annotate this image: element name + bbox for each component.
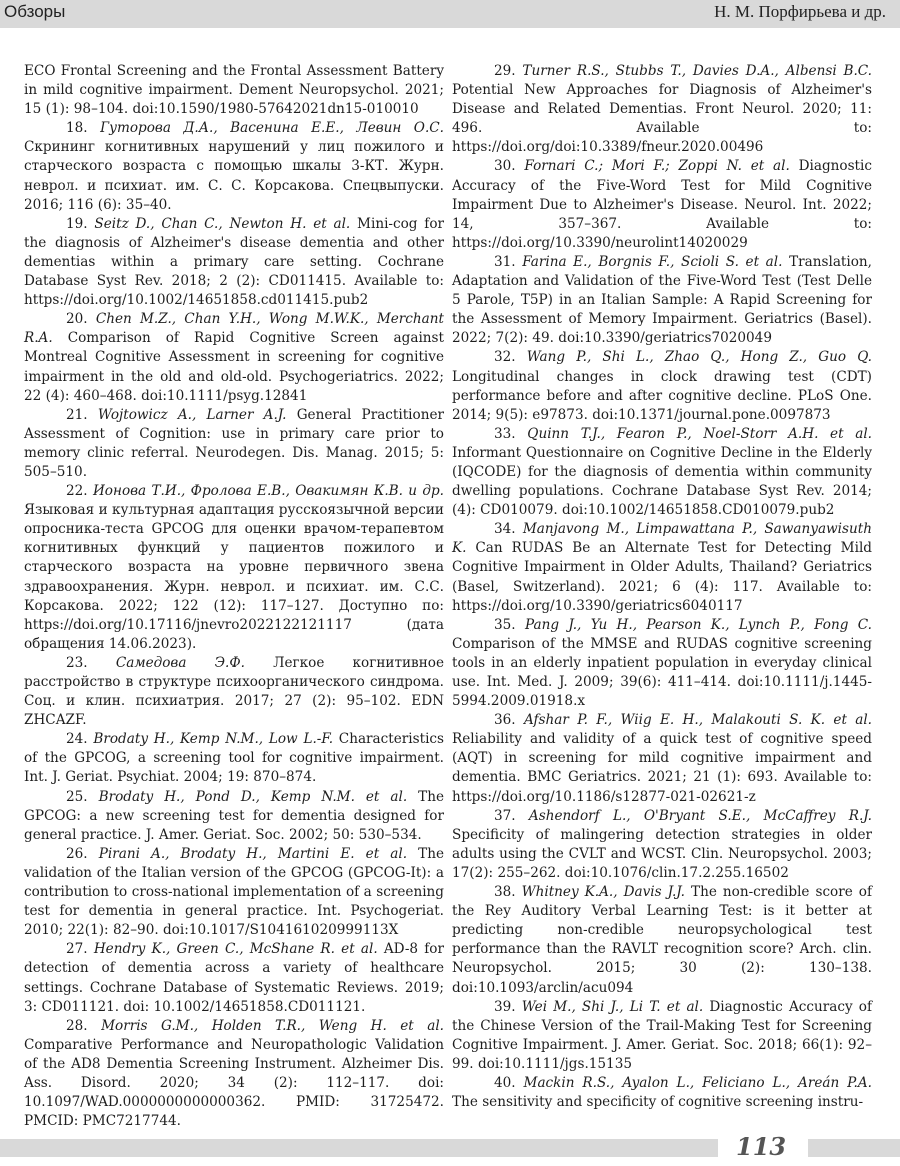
reference-text: Легкое когнитивное расстройство в структуре психоорганического синдрома. Соц. и клин. психиатрия. 2017; 27 (2): 95–102. EDN ZHCAZF. (24, 654, 444, 729)
reference-authors: Brodaty H., Kemp N.M., Low L.-F. (93, 731, 334, 748)
reference-text: Specificity of malingering detection strategies in older adults using the CVLT and WCST. Clin. Neuropsychol. 2003; 17(2): 255–262. doi:10.1076/clin.17.2.255.16502 (452, 826, 872, 881)
running-authors: Н. М. Порфирьева и др. (714, 2, 886, 21)
reference-entry (24, 310, 444, 405)
reference-number: 27. (66, 941, 88, 958)
reference-authors: Wojtowicz A., Larner A.J. (97, 406, 287, 423)
reference-text: The non-credible score of the Rey Auditory Verbal Learning Test: is it better at predicting non-credible neuropsychological test performance than the RAVLT recognition score? Arch. clin. Neuropsychol. 2015; 30 (2): 130–138. doi:10.1093/arclin/acu094 (452, 884, 872, 996)
reference-column-left (24, 62, 444, 1131)
reference-authors: Morris G.M., Holden T.R., Weng H. et al. (101, 1017, 444, 1034)
reference-authors: Pang J., Yu H., Pearson K., Lynch P., Fong C. (524, 616, 872, 633)
reference-entry (24, 654, 444, 730)
reference-number: 18. (66, 120, 88, 137)
reference-number: 26. (66, 845, 88, 862)
reference-text: Comparison of the MMSE and RUDAS cognitive screening tools in an elderly inpatient population in everyday clinical use. Int. Med. J. 2009; 39(6): 411–414. doi:10.1111/j.1445-5994.2009.01918.x (452, 635, 872, 710)
reference-entry (452, 253, 872, 348)
reference-entry (452, 157, 872, 252)
page-number: 113 (736, 1132, 787, 1161)
reference-number: 25. (66, 788, 88, 805)
reference-entry (452, 1074, 872, 1112)
reference-authors: Wang P., Shi L., Zhao Q., Hong Z., Guo Q. (526, 349, 872, 366)
reference-number: 32. (494, 349, 516, 366)
reference-text: Языковая и культурная адаптация русскоязычной версии опросника-теста GPCOG для оценки врачом-терапевтом когнитивных функций у пациентов пожилого и старческого возраста на уровне первичного звена здравоохранения. Журн. неврол. и психиат. им. С.С. Корсакова. 2022; 122 (12): 117–127. Доступно по: https://doi.org/10.17116/jnevro2022122121117 (дата обращения 14.06.2023). (24, 502, 444, 652)
reference-entry (452, 520, 872, 615)
reference-number: 24. (66, 731, 88, 748)
reference-number: 37. (494, 807, 516, 824)
reference-number: 34. (494, 521, 516, 538)
reference-authors: Ashendorf L., O'Bryant S.E., McCaffrey R.J. (528, 807, 872, 824)
reference-entry (452, 807, 872, 883)
reference-entry (452, 883, 872, 998)
reference-authors: Farina E., Borgnis F., Scioli S. et al. (522, 253, 783, 270)
reference-entry (24, 788, 444, 845)
reference-entry (24, 845, 444, 940)
reference-entry (452, 348, 872, 424)
reference-number: 20. (66, 311, 88, 328)
reference-entry (452, 62, 872, 157)
reference-number: 36. (494, 712, 516, 729)
reference-authors: Гуторова Д.А., Васенина Е.Е., Левин О.С. (100, 120, 444, 137)
reference-entry (452, 711, 872, 806)
reference-authors: Mackin R.S., Ayalon L., Feliciano L., Areán P.A. (523, 1074, 872, 1091)
reference-number: 33. (494, 425, 516, 442)
reference-entry (24, 730, 444, 787)
reference-authors: Ионова Т.И., Фролова Е.В., Овакимян К.В. и др. (92, 483, 444, 500)
reference-text: ECO Frontal Screening and the Frontal Assessment Battery in mild cognitive impairment. Dement Neuropsychol. 2021; 15 (1): 98–104. doi:10.1590/1980-57642021dn15-010010 (24, 63, 444, 118)
reference-entry (452, 425, 872, 520)
reference-entry (452, 616, 872, 711)
reference-entry (24, 482, 444, 654)
reference-entry (24, 406, 444, 482)
reference-number: 38. (494, 884, 516, 901)
reference-text: Mini-cog for the diagnosis of Alzheimer's disease dementia and other dementias within a primary care setting. Cochrane Database Syst Rev. 2018; 2 (2): CD011415. Available to: https://doi.org/10.1002/14651858.cd011415.pub2 (24, 215, 445, 309)
reference-entry (24, 1017, 444, 1132)
reference-text: The validation of the Italian version of the GPCOG (GPCOG-It): a contribution to cross-national implementation of a screening test for dementia in general practice. Int. Psychogeriat. 2010; 22(1): 82–90. doi:10.1017/S104161020999113X (24, 845, 445, 939)
reference-text: Translation, Adaptation and Validation of the Five-Word Test (Test Delle 5 Parole, T5P) in an Italian Sample: A Rapid Screening for the Assessment of Memory Impairment. Geriatrics (Basel). 2022; 7(2): 49. doi:10.3390/geriatrics7020049 (452, 253, 873, 347)
reference-authors: Wei M., Shi J., Li T. et al. (521, 998, 704, 1015)
reference-text: Diagnostic Accuracy of the Chinese Version of the Trail-Making Test for Screening Cognitive Impairment. J. Amer. Geriat. Soc. 2018; 66(1): 92–99. doi:10.1111/jgs.15135 (452, 998, 873, 1072)
reference-number: 31. (494, 253, 516, 270)
reference-text: The GPCOG: a new screening test for dementia designed for general practice. J. Amer. Geriat. Soc. 2002; 50: 530–534. (24, 788, 445, 843)
reference-authors: Hendry K., Green C., McShane R. et al. (93, 941, 378, 958)
reference-entry (24, 215, 444, 310)
reference-text: Comparative Performance and Neuropathologic Validation of the AD8 Dementia Screening Instrument. Alzheimer Dis. Ass. Disord. 2020; 34 (2): 112–117. doi: 10.1097/WAD.0000000000000362. PMID: 31725472. PMCID: PMC7217744. (24, 1036, 444, 1130)
reference-text: Characteristics of the GPCOG, a screening tool for cognitive impairment. Int. J. Geriat. Psychiat. 2004; 19: 870–874. (24, 731, 445, 786)
reference-entry (24, 119, 444, 214)
reference-number: 39. (494, 998, 516, 1015)
reference-text: Longitudinal changes in clock drawing test (CDT) performance before and after cognitive decline. PLoS One. 2014; 9(5): e97873. doi:10.1371/journal.pone.0097873 (452, 368, 872, 423)
reference-number: 22. (66, 483, 88, 500)
reference-text: Potential New Approaches for Diagnosis of Alzheimer's Disease and Related Dementias. Front Neurol. 2020; 11: 496. Available to: https://doi.org/doi:10.3389/fneur.2020.00496 (452, 82, 872, 156)
reference-authors: Pirani A., Brodaty H., Martini E. et al. (98, 845, 408, 862)
reference-authors: Turner R.S., Stubbs T., Davies D.A., Albensi B.C. (522, 63, 872, 79)
reference-authors: Seitz D., Chan C., Newton H. et al. (94, 215, 351, 232)
reference-text: Diagnostic Accuracy of the Five-Word Test for Mild Cognitive Impairment Due to Alzheimer's Disease. Neurol. Int. 2022; 14, 357–367. Available to: https://doi.org/10.3390/neurolint14020029 (452, 158, 872, 251)
reference-entry (24, 62, 444, 119)
reference-authors: Fornari C.; Mori F.; Zoppi N. et al. (524, 158, 790, 175)
reference-number: 23. (66, 654, 88, 671)
reference-authors: Afshar P. F., Wiig E. H., Malakouti S. K. et al. (523, 712, 872, 729)
reference-number: 40. (494, 1074, 516, 1091)
reference-text: The sensitivity and specificity of cognitive screening instru- (452, 1094, 864, 1111)
reference-number: 19. (66, 215, 88, 232)
reference-column-right (452, 62, 872, 1112)
reference-authors: Brodaty H., Pond D., Kemp N.M. et al. (98, 788, 408, 805)
reference-entry (24, 940, 444, 1016)
reference-authors: Whitney K.A., Davis J.J. (521, 884, 686, 901)
reference-text: General Practitioner Assessment of Cognition: use in primary care prior to memory clinic referral. Neurodegen. Dis. Manag. 2015; 5: 505–510. (24, 406, 445, 480)
reference-authors: Chen M.Z., Chan Y.H., Wong M.W.K., Merchant R.A. (24, 311, 444, 347)
reference-number: 29. (494, 63, 516, 79)
reference-number: 21. (66, 406, 88, 423)
reference-text: Скрининг когнитивных нарушений у лиц пожилого и старческого возраста с помощью шкалы 3-КТ. Журн. неврол. и психиат. им. С. С. Корсакова. Спецвыпуски. 2016; 116 (6): 35–40. (24, 139, 444, 213)
reference-text: Reliability and validity of a quick test of cognitive speed (AQT) in screening for mild cognitive impairment and dementia. BMC Geriatrics. 2021; 21 (1): 693. Available to: https://doi.org/10.1186/s12877-021-02621-z (452, 731, 872, 805)
reference-authors: Quinn T.J., Fearon P., Noel-Storr A.H. et al. (527, 425, 872, 442)
reference-text: AD-8 for detection of dementia across a variety of healthcare settings. Cochrane Database of Systematic Reviews. 2019; 3: CD011121. doi: 10.1002/14651858.CD011121. (24, 941, 444, 1015)
reference-number: 35. (494, 616, 516, 633)
section-title: Обзоры (4, 2, 66, 21)
reference-authors: Manjavong M., Limpawattana P., Sawanyawisuth K. (452, 521, 872, 557)
reference-number: 28. (66, 1017, 88, 1034)
reference-authors: Самедова Э.Ф. (115, 654, 245, 671)
reference-number: 30. (494, 158, 516, 175)
reference-text: Comparison of Rapid Cognitive Screen against Montreal Cognitive Assessment in screening for cognitive impairment in the old and old-old. Psychogeriatrics. 2022; 22 (4): 460–468. doi:10.1111/psyg.12841 (24, 330, 444, 404)
reference-text: Informant Questionnaire on Cognitive Decline in the Elderly (IQCODE) for the diagnosis of dementia within community dwelling populations. Cochrane Database Syst Rev. 2014; (4): CD010079. doi:10.1002/14651858.CD010079.pub2 (452, 444, 872, 519)
reference-entry (452, 998, 872, 1074)
reference-text: Can RUDAS Be an Alternate Test for Detecting Mild Cognitive Impairment in Older Adults, Thailand? Geriatrics (Basel, Switzerland). 2021; 6 (4): 117. Available to: https://doi.org/10.3390/geriatrics6040117 (452, 540, 872, 614)
